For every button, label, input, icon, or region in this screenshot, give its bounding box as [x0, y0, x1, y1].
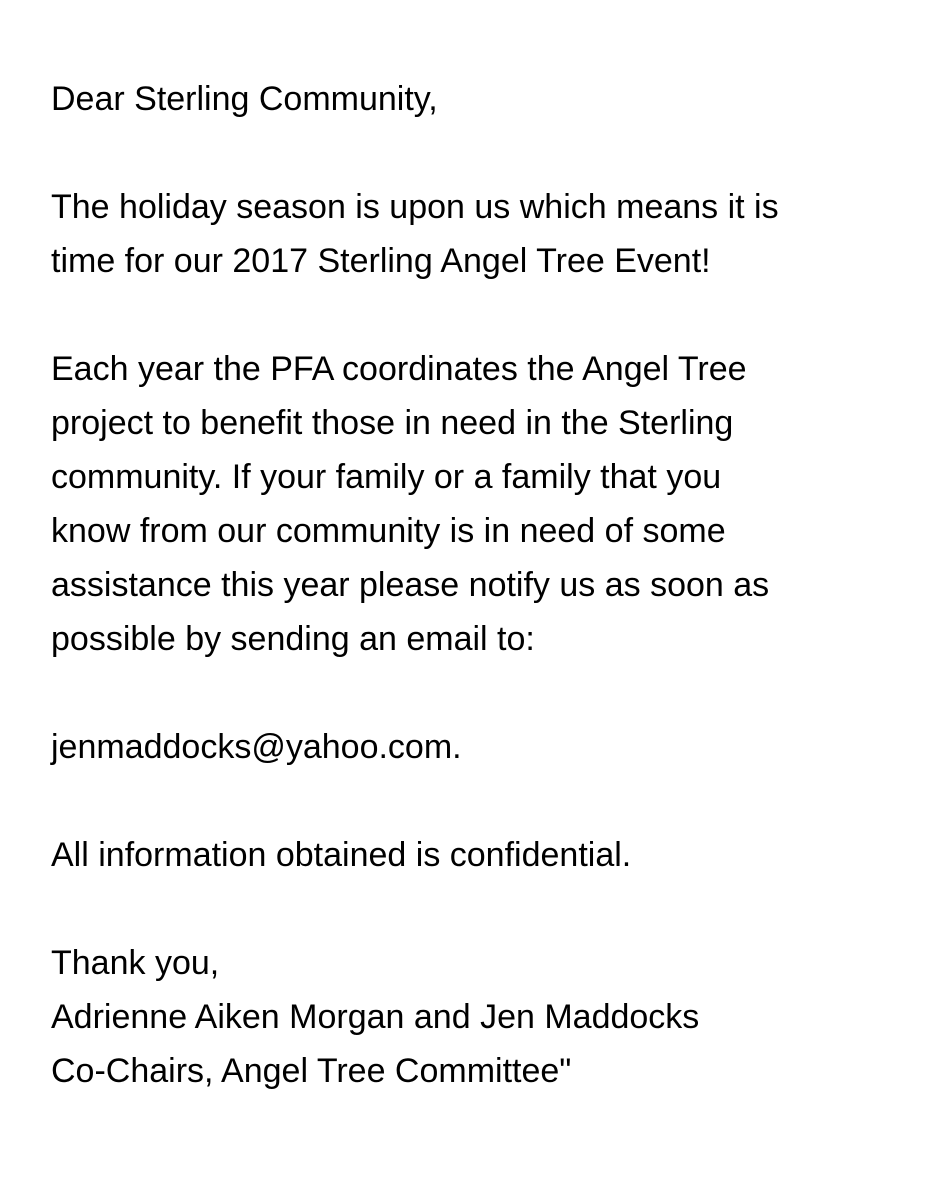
paragraph-2-line-6: possible by sending an email to:	[51, 620, 535, 658]
paragraph-2-line-5: assistance this year please notify us as soon as	[51, 566, 770, 604]
paragraph-1-line-2: time for our 2017 Sterling Angel Tree Event!	[51, 242, 711, 280]
greeting: Dear Sterling Community,	[51, 80, 438, 118]
paragraph-1-line-1: The holiday season is upon us which means it is	[51, 188, 779, 226]
paragraph-2-line-4: know from our community is in need of some	[51, 512, 726, 550]
confidentiality-note: All information obtained is confidential.	[51, 836, 632, 874]
signers: Adrienne Aiken Morgan and Jen Maddocks	[51, 998, 700, 1036]
paragraph-2-line-2: project to benefit those in need in the Sterling	[51, 404, 734, 442]
contact-email: jenmaddocks@yahoo.com.	[51, 728, 462, 766]
signers-role: Co-Chairs, Angel Tree Committee"	[51, 1052, 572, 1090]
closing: Thank you,	[51, 944, 220, 982]
paragraph-2-line-3: community. If your family or a family that you	[51, 458, 722, 496]
paragraph-2-line-1: Each year the PFA coordinates the Angel Tree	[51, 350, 747, 388]
